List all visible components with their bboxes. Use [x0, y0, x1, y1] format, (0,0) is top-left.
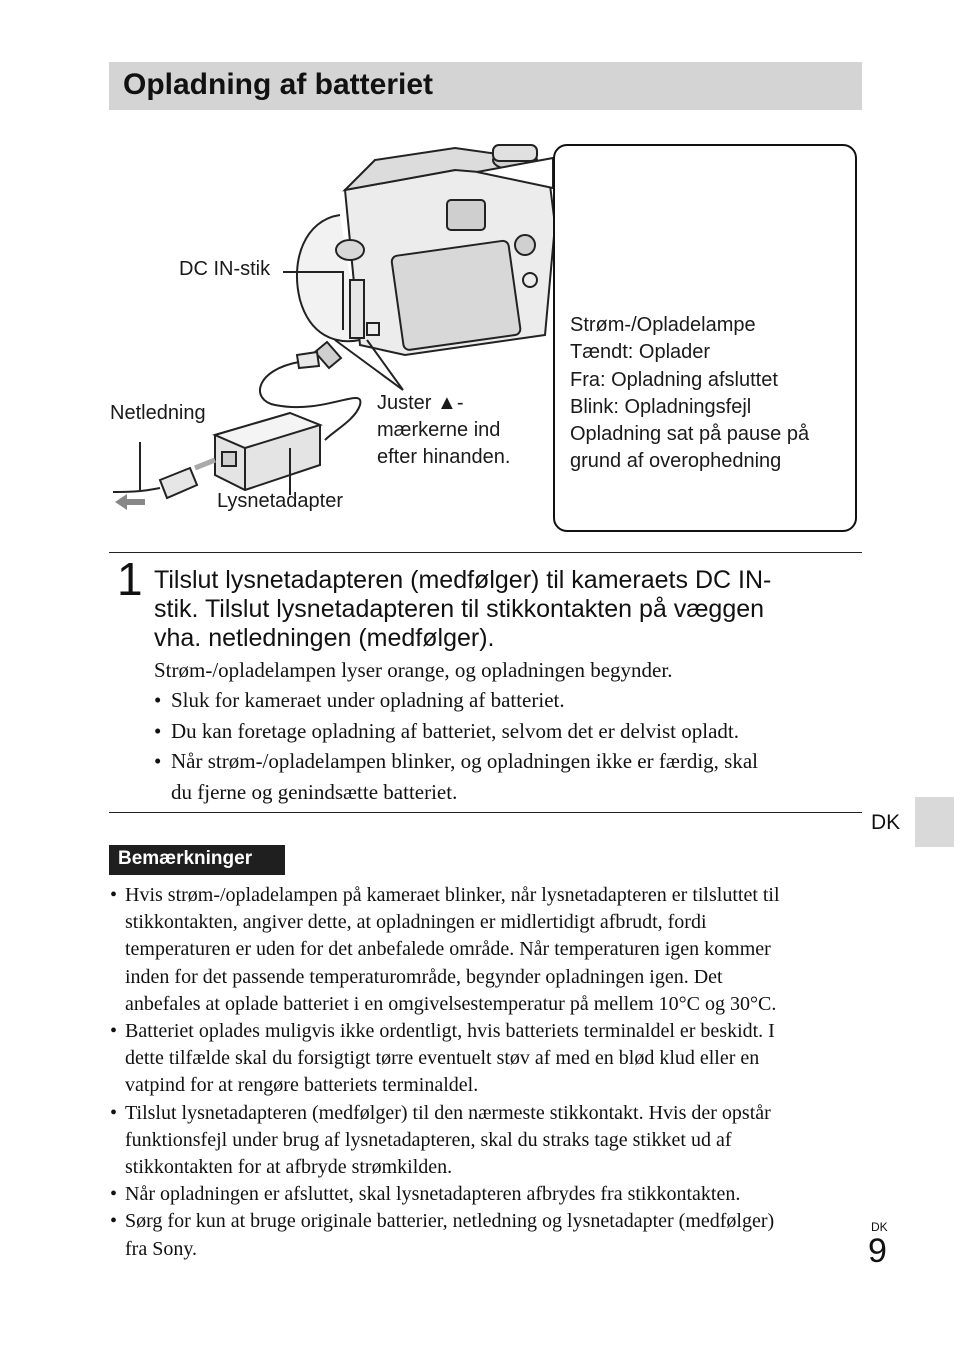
legend-line: Tændt: Oplader — [570, 341, 711, 364]
list-item-line: • Tilslut lysnetadapteren (medfølger) til den nærmeste stikkontakt. Hvis der opstår — [125, 1101, 771, 1124]
align-line: mærkerne ind — [377, 419, 501, 441]
section-title-bar — [109, 62, 862, 110]
charge-lamp-legend — [570, 312, 809, 476]
legend-line: Blink: Opladningsfejl — [570, 395, 752, 418]
step-number: 1 — [117, 553, 143, 605]
list-item-line: • Sørg for kun at bruge originale batterier, netledning og lysnetadapter (medfølger) — [125, 1210, 775, 1233]
step-bottom-rule — [109, 812, 862, 813]
list-item-line: vatpind for at rengøre batteriets terminaldel. — [125, 1074, 479, 1097]
align-marks-label — [377, 390, 510, 471]
notes-heading: Bemærkninger — [118, 848, 253, 869]
list-item-line: fra Sony. — [125, 1237, 198, 1260]
list-item — [109, 1181, 869, 1208]
step-bullet-list — [154, 685, 854, 807]
netledning-label: Netledning — [110, 402, 206, 424]
list-item-line: stikkontakten, angiver dette, at opladningen er midlertidigt afbrudt, fordi — [125, 911, 707, 934]
list-item-line: inden for det passende temperaturområde, begynder opladningen igen. Det — [125, 965, 723, 988]
list-item-line: anbefales at oplade batteriet i en omgivelsestemperatur på mellem 10°C og 30°C. — [125, 992, 777, 1015]
language-tab-label: DK — [871, 811, 901, 834]
page-language-code: DK — [871, 1220, 888, 1234]
list-item-line: • Batteriet oplades muligvis ikke ordentligt, hvis batteriets terminaldel er beskidt. I — [125, 1020, 775, 1043]
step-heading-line: vha. netledningen (medfølger). — [154, 624, 495, 652]
align-line: Juster ▲- — [377, 392, 464, 414]
list-item-line: du fjerne og genindsætte batteriet. — [171, 779, 458, 804]
list-item-line: temperaturen er uden for det anbefalede område. Når temperaturen igen kommer — [125, 938, 771, 961]
page-number: 9 — [868, 1232, 887, 1270]
lysnetadapter-label: Lysnetadapter — [217, 490, 344, 512]
step-heading-line: Tilslut lysnetadapteren (medfølger) til kameraets DC IN- — [154, 566, 772, 594]
section-side-tab — [915, 797, 954, 847]
list-item — [109, 1100, 869, 1182]
list-item — [109, 1208, 869, 1262]
legend-line: Fra: Opladning afsluttet — [570, 368, 778, 391]
list-item-line: dette tilfælde skal du forsigtigt tørre eventuelt støv af med en blød klud eller en — [125, 1047, 760, 1070]
list-item-line: funktionsfejl under brug af lysnetadapteren, skal du straks tage stikket ud af — [125, 1128, 732, 1151]
step-heading — [154, 566, 864, 653]
legend-line: Opladning sat på pause på — [570, 423, 810, 446]
step-heading-line: stik. Tilslut lysnetadapteren til stikkontakten på væggen — [154, 595, 765, 623]
step-description: Strøm-/opladelampen lyser orange, og opladningen begynder. — [154, 658, 673, 682]
align-line: efter hinanden. — [377, 446, 511, 468]
list-item-line: • Du kan foretage opladning af batteriet, selvom det er delvist opladt. — [171, 718, 739, 743]
notes-list — [109, 882, 869, 1263]
list-item — [109, 882, 869, 1018]
list-item-line: • Sluk for kameraet under opladning af batteriet. — [171, 688, 565, 712]
legend-line: Strøm-/Opladelampe — [570, 314, 756, 336]
notes-heading-badge — [109, 845, 285, 875]
charging-illustration — [105, 130, 865, 540]
list-item — [109, 1018, 869, 1100]
list-item-line: stikkontakten for at afbryde strømkilden. — [125, 1156, 453, 1179]
legend-line: grund af overophedning — [570, 450, 782, 473]
list-item-line: • Hvis strøm-/opladelampen på kameraet blinker, når lysnetadapteren er tilsluttet til — [125, 884, 780, 906]
step-top-rule — [109, 552, 862, 553]
dc-in-label: DC IN-stik — [179, 258, 271, 280]
list-item — [154, 716, 854, 747]
list-item-line: • Når strøm-/opladelampen blinker, og opladningen ikke er færdig, skal — [171, 749, 759, 773]
charge-lamp-callout — [553, 144, 857, 532]
list-item — [154, 685, 854, 716]
list-item — [154, 746, 854, 807]
page-title: Opladning af batteriet — [123, 68, 434, 101]
list-item-line: • Når opladningen er afsluttet, skal lysnetadapteren afbrydes fra stikkontakten. — [125, 1183, 741, 1206]
